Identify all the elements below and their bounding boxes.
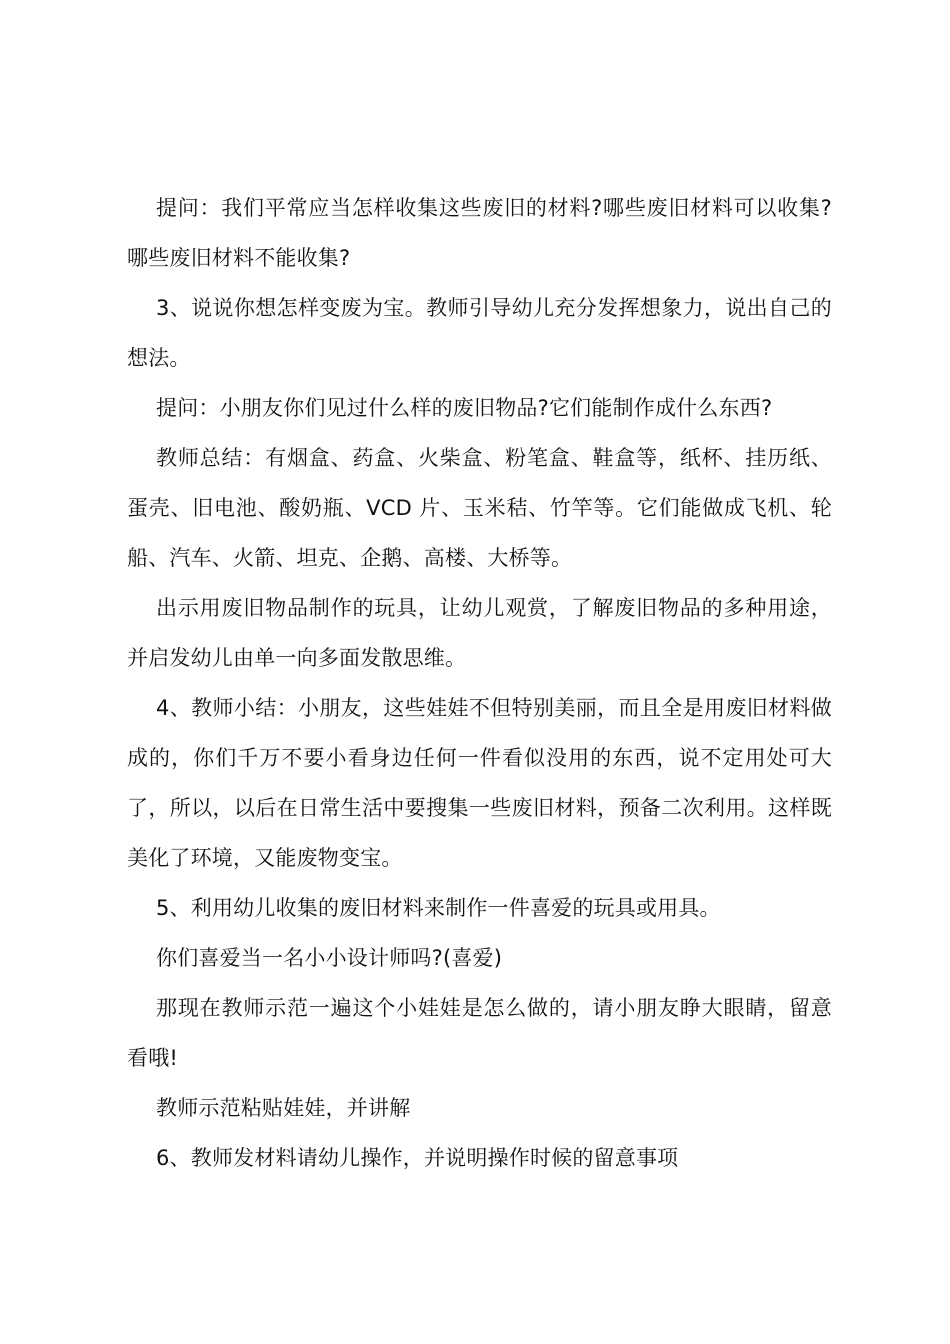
paragraph-question-items: 提问：小朋友你们见过什么样的废旧物品?它们能制作成什么东西? — [156, 396, 773, 420]
paragraph-step-3: 3、说说你想怎样变废为宝。教师引导幼儿充分发挥想象力，说出自己的想法。 — [127, 296, 832, 370]
paragraph-demo: 教师示范粘贴娃娃，并讲解 — [156, 1096, 411, 1120]
paragraph-teacher-summary: 教师总结：有烟盒、药盒、火柴盒、粉笔盒、鞋盒等，纸杯、挂历纸、蛋壳、旧电池、酸奶瓶、VCD 片、玉米秸、竹竿等。它们能做成飞机、轮船、汽车、火箭、坦克、企鹅、高楼、大桥等。 — [127, 446, 832, 570]
paragraph-question-collect: 提问：我们平常应当怎样收集这些废旧的材料?哪些废旧材料可以收集?哪些废旧材料不能收集? — [127, 196, 832, 270]
paragraph-step-5: 5、利用幼儿收集的废旧材料来制作一件喜爱的玩具或用具。 — [156, 896, 721, 920]
paragraph-step-6: 6、教师发材料请幼儿操作，并说明操作时候的留意事项 — [156, 1146, 679, 1170]
paragraph-designer-question: 你们喜爱当一名小小设计师吗?(喜爱) — [156, 946, 503, 970]
document-body — [127, 183, 832, 1183]
paragraph-step-4: 4、教师小结：小朋友，这些娃娃不但特别美丽，而且全是用废旧材料做成的，你们千万不要小看身边任何一件看似没用的东西，说不定用处可大了，所以，以后在日常生活中要搜集一些废旧材料，预备二次利用。这样既美化了环境，又能废物变宝。 — [127, 696, 832, 870]
paragraph-show-toys: 出示用废旧物品制作的玩具，让幼儿观赏，了解废旧物品的多种用途，并启发幼儿由单一向多面发散思维。 — [127, 596, 832, 670]
paragraph-demo-intro: 那现在教师示范一遍这个小娃娃是怎么做的，请小朋友睁大眼睛，留意看哦! — [127, 996, 832, 1070]
